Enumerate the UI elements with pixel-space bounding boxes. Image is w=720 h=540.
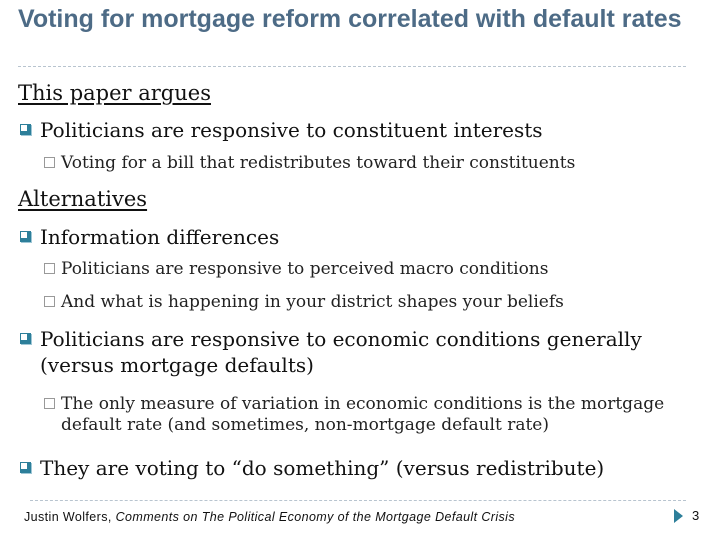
subbullet-text: And what is happening in your district shapes your beliefs [61,292,564,312]
hollow-square-bullet-icon [20,462,31,473]
footer-divider [30,500,686,501]
bullet-politicians-responsive [20,117,543,143]
outline-box-bullet-icon [44,157,55,168]
bullet-text: They are voting to “do something” (versus redistribute) [40,456,605,480]
slide-title: Voting for mortgage reform correlated with default rates [18,5,682,33]
outline-box-bullet-icon [44,263,55,274]
outline-box-bullet-icon [44,398,55,409]
slide-footer [24,510,515,524]
bullet-do-something [20,455,604,481]
bullet-economic-conditions [20,326,700,378]
hollow-square-bullet-icon [20,333,31,344]
right-triangle-icon [674,509,683,523]
subbullet-text: Politicians are responsive to perceived macro conditions [61,259,549,279]
title-divider [18,66,686,67]
footer-author: Justin Wolfers, [24,510,116,524]
subbullet-text: Voting for a bill that redistributes toward their constituents [61,153,576,173]
hollow-square-bullet-icon [20,231,31,242]
subbullet-perceived-macro [44,259,548,280]
footer-talk-title: Comments on The Political Economy of the Mortgage Default Crisis [115,510,515,524]
bullet-text: Politicians are responsive to constituent interests [40,118,543,142]
outline-box-bullet-icon [44,296,55,307]
bullet-text: Politicians are responsive to economic conditions generally (versus mortgage defaults) [40,327,642,377]
section-heading-this-paper-argues: This paper argues [18,81,211,105]
subbullet-district-beliefs [44,292,564,313]
bullet-text: Information differences [40,225,280,249]
hollow-square-bullet-icon [20,124,31,135]
subbullet-voting-bill [44,153,575,174]
page-number: 3 [692,508,700,523]
section-heading-alternatives: Alternatives [18,187,148,211]
bullet-information-differences [20,224,279,250]
subbullet-text: The only measure of variation in economic conditions is the mortgage default rate (and sometimes, non-mortgage default rate) [61,394,665,435]
subbullet-only-measure [44,394,716,436]
